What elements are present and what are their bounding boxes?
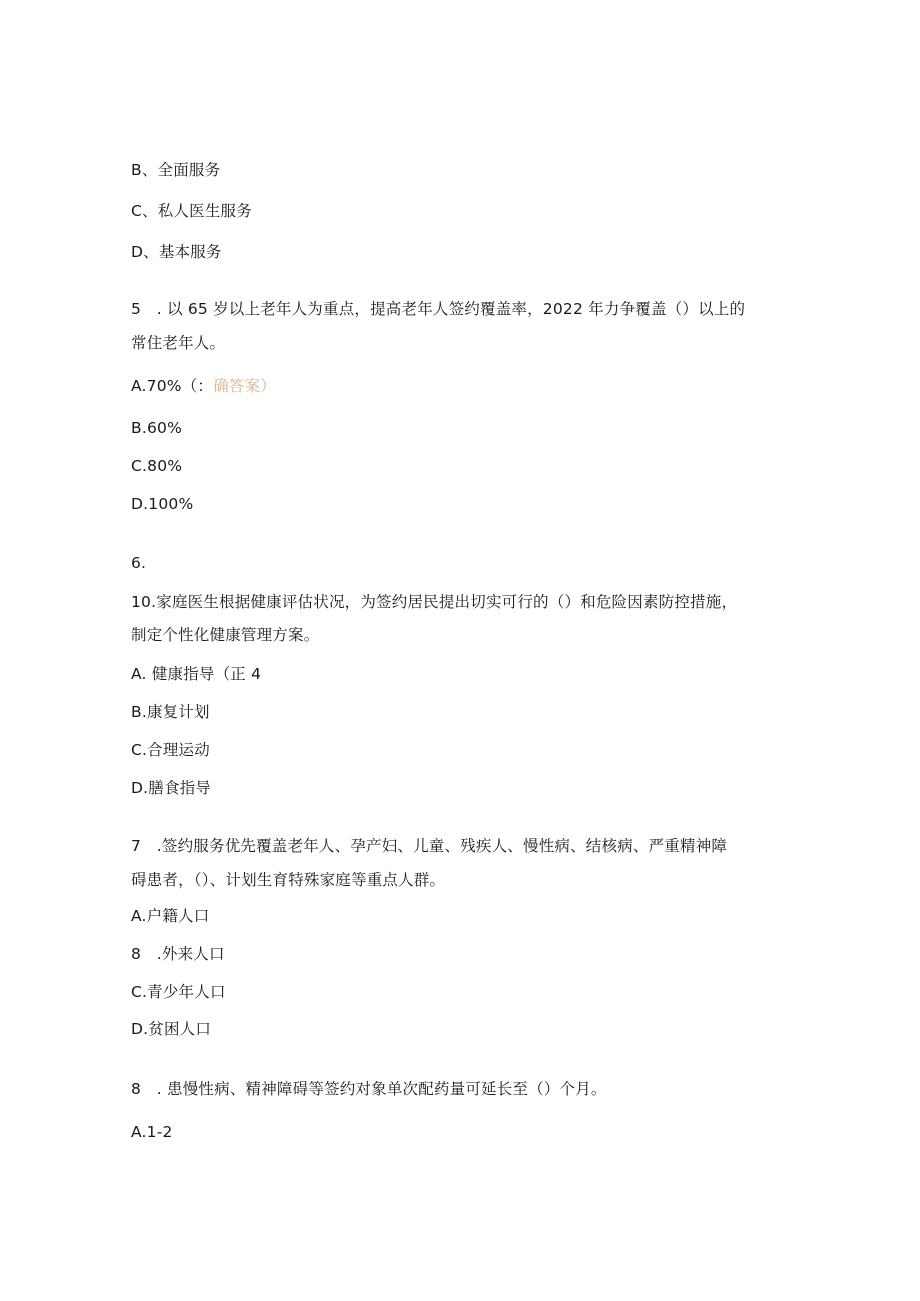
q5-option-d: D.100% bbox=[131, 495, 194, 513]
q5-option-a bbox=[131, 376, 276, 396]
q5-option-a-text: A.70%（： bbox=[131, 377, 214, 395]
q6-option-c: C.合理运动 bbox=[131, 741, 210, 759]
q6-option-a: A. 健康指导（正 4 bbox=[131, 665, 262, 683]
q7-stem-line-1: 7 .签约服务优先覆盖老年人、孕产妇、儿童、残疾人、慢性病、结核病、严重精神障 bbox=[131, 837, 728, 855]
q6-option-d: D.膳食指导 bbox=[131, 779, 212, 797]
q6-stem-line-2: 制定个性化健康管理方案。 bbox=[131, 626, 320, 644]
q7-option-c: C.青少年人口 bbox=[131, 983, 226, 1001]
q5-answer-hint: 确答案） bbox=[213, 377, 276, 395]
q7-option-b: 8 .外来人口 bbox=[131, 945, 225, 963]
q5-stem-line-1: 5 . 以 65 岁以上老年人为重点，提高老年人签约覆盖率，2022 年力争覆盖（）以上的 bbox=[131, 300, 746, 318]
q8-option-a: A.1-2 bbox=[131, 1123, 173, 1141]
q4-option-b: B、全面服务 bbox=[131, 161, 221, 179]
q6-option-b: B.康复计划 bbox=[131, 703, 210, 721]
q7-option-d: D.贫困人口 bbox=[131, 1020, 212, 1038]
q7-stem-line-2: 碍患者，（）、计划生育特殊家庭等重点人群。 bbox=[131, 871, 446, 889]
q6-stem-line-1: 10.家庭医生根据健康评估状况，为签约居民提出切实可行的（）和危险因素防控措施， bbox=[131, 593, 738, 611]
q5-option-c: C.80% bbox=[131, 457, 183, 475]
q4-option-d: D、基本服务 bbox=[131, 243, 222, 261]
q4-option-c: C、私人医生服务 bbox=[131, 202, 252, 220]
q5-option-b: B.60% bbox=[131, 419, 183, 437]
q7-option-a: A.户籍人口 bbox=[131, 907, 210, 925]
q6-number: 6. bbox=[131, 554, 147, 572]
q5-stem-line-2: 常住老年人。 bbox=[131, 334, 226, 352]
q8-stem: 8 . 患慢性病、精神障碍等签约对象单次配药量可延长至（）个月。 bbox=[131, 1080, 607, 1098]
